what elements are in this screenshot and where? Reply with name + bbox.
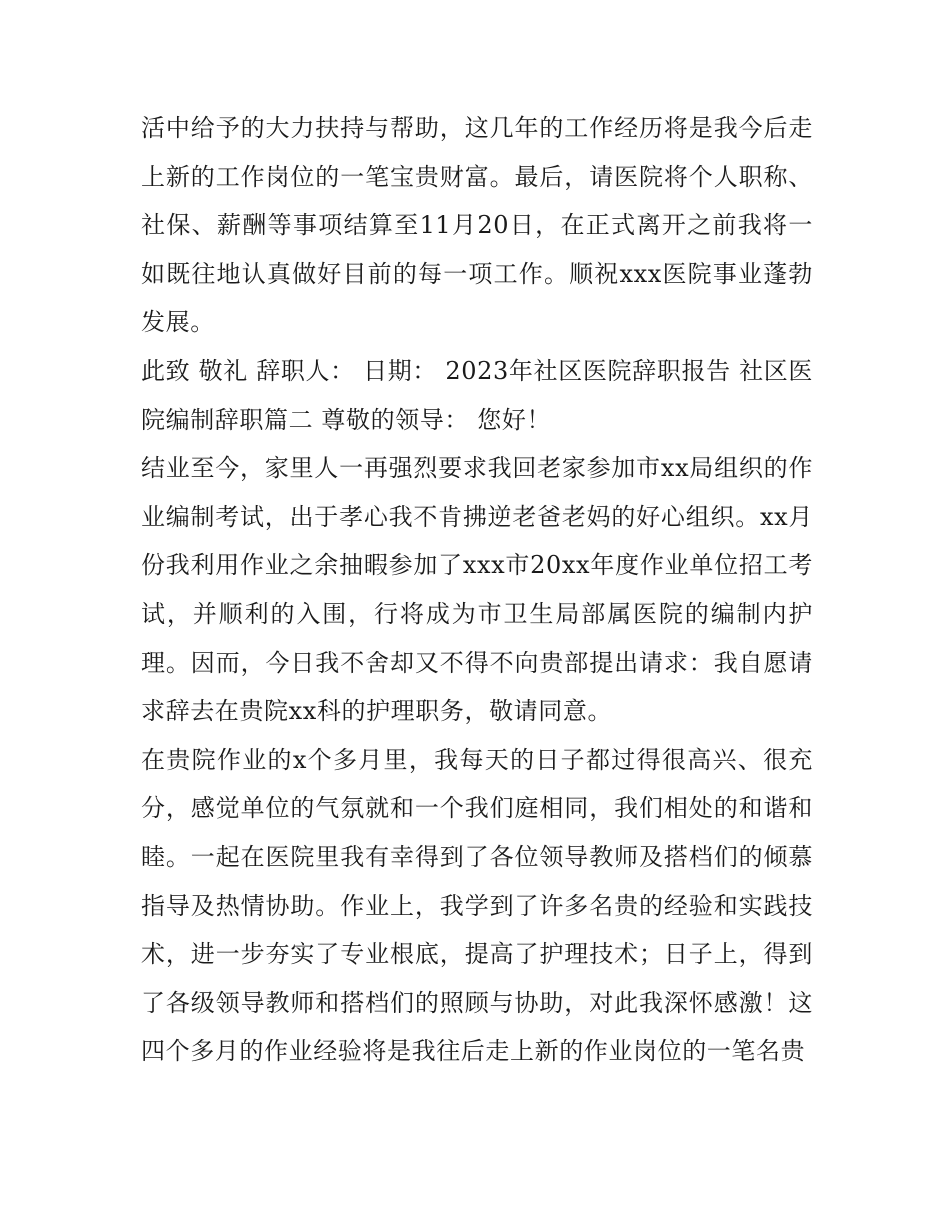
paragraph-reason: 结业至今，家里人一再强烈要求我回老家参加市xx局组织的作业编制考试，出于孝心我不肯拂逆老爸老妈的好心组织。xx月份我利用作业之余抽暇参加了xxx市20xx年度作业单位招工考试，并顺利的入围，行将成为市卫生局部属医院的编制内护理。因而，今日我不舍却又不得不向贵部提出请求：我自愿请求辞去在贵院xx科的护理职务，敬请同意。 — [141, 454, 813, 726]
paragraph-gratitude: 在贵院作业的x个多月里，我每天的日子都过得很高兴、很充分，感觉单位的气氛就和一个我们庭相同，我们相处的和谐和睦。一起在医院里我有幸得到了各位领导教师及搭档们的倾慕指导及热情协助。作业上，我学到了许多名贵的经验和实践技术，进一步夯实了专业根底，提高了护理技术；日子上，得到了各级领导教师和搭档们的照顾与协助，对此我深怀感激！这四个多月的作业经验将是我往后走上新的作业岗位的一笔名贵 — [141, 745, 813, 1066]
paragraph-salutation: 此致 敬礼 辞职人： 日期： 2023年社区医院辞职报告 社区医院编制辞职篇二 尊敬的领导： 您好！ — [141, 356, 813, 434]
document-body — [141, 104, 813, 1076]
paragraph-closing: 活中给予的大力扶持与帮助，这几年的工作经历将是我今后走上新的工作岗位的一笔宝贵财富。最后，请医院将个人职称、社保、薪酬等事项结算至11月20日，在正式离开之前我将一如既往地认真做好目前的每一项工作。顺祝xxx医院事业蓬勃发展。 — [141, 114, 813, 337]
